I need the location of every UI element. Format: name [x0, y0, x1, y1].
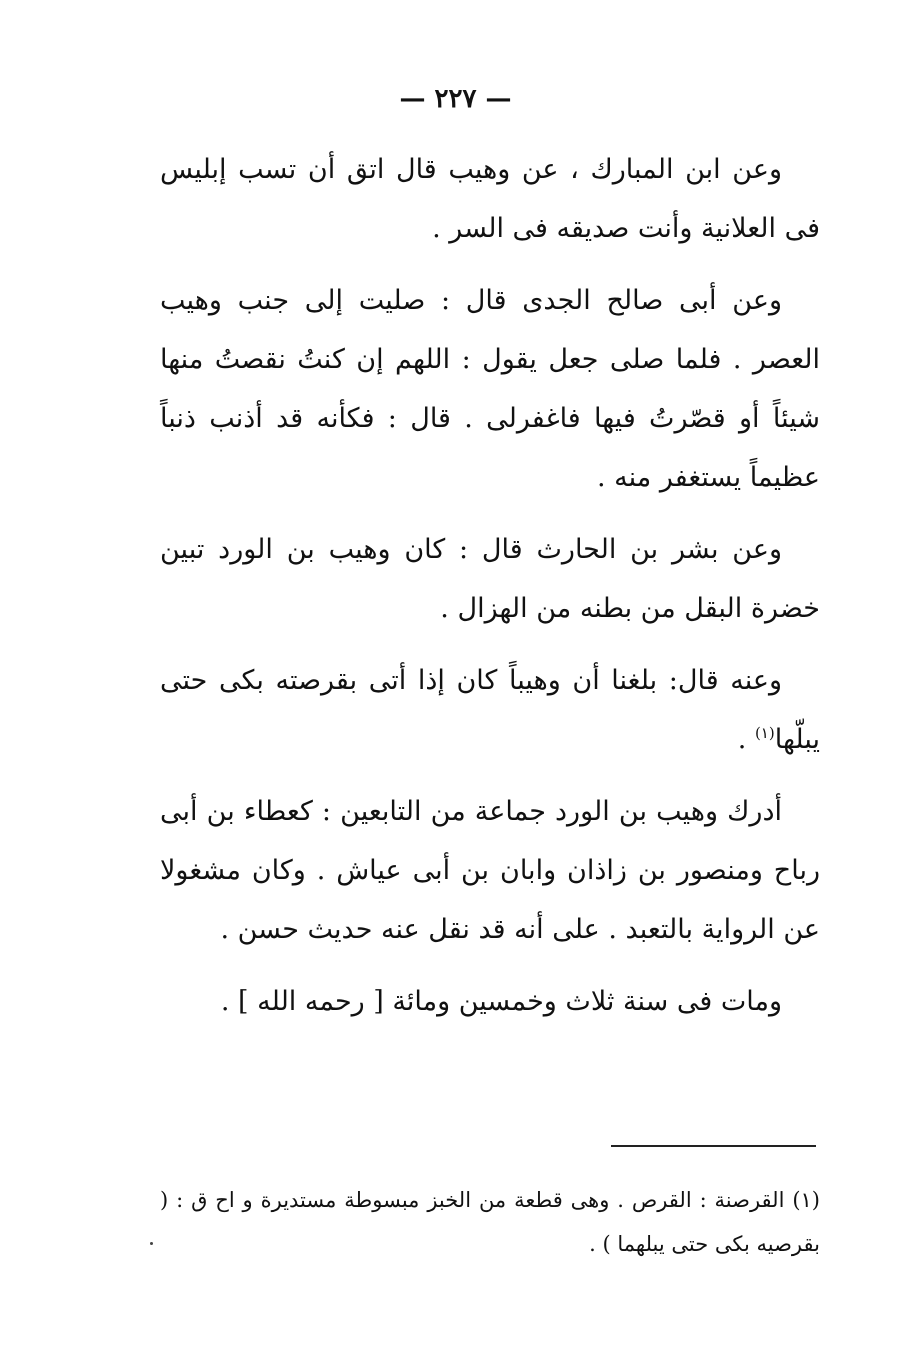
- paragraph-abu-salih: وعن أبى صالح الجدى قال : صليت إلى جنب وهيب العصر . فلما صلى جعل يقول : اللهم إن كنتُ نقصتُ منها شيئاً أو قصّرتُ فيها فاغفرلى . قال : فكأنه قد أذنب ذنباً عظيماً يستغفر منه .: [160, 285, 820, 493]
- footnote-divider: [611, 1145, 816, 1147]
- paragraph-tabiin: أدرك وهيب بن الورد جماعة من التابعين : كعطاء بن أبى رباح ومنصور بن زاذان وابان بن أبى عياش . وكان مشغولا عن الرواية بالتعبد . على أنه قد نقل عنه حديث حسن .: [160, 796, 820, 945]
- main-text: [160, 140, 820, 1031]
- scan-speck: [150, 1242, 153, 1245]
- footnote-reference: (١): [754, 724, 775, 742]
- paragraph-ibn-al-mubarak: وعن ابن المبارك ، عن وهيب قال اتق أن تسب إبليس فى العلانية وأنت صديقه فى السر .: [160, 154, 820, 244]
- page-number: — ٢٢٧ —: [399, 84, 512, 114]
- paragraph-qursa-end: .: [737, 724, 755, 755]
- paragraph-bishr-ibn-al-harith: وعن بشر بن الحارث قال : كان وهيب بن الورد تبين خضرة البقل من بطنه من الهزال .: [160, 534, 820, 624]
- paragraph-qursa: [160, 651, 820, 769]
- paragraph-qursa-text: وعنه قال: بلغنا أن وهيباً كان إذا أتى بقرصته بكى حتى يبلّها: [160, 665, 820, 755]
- footnote: (١) القرصنة : القرص . وهى قطعة من الخبز مبسوطة مستديرة و اح ق : ( بقرصيه بكى حتى يبلهما ) .: [160, 1188, 820, 1256]
- paragraph-death: ومات فى سنة ثلاث وخمسين ومائة [ رحمه الله ] .: [220, 986, 782, 1017]
